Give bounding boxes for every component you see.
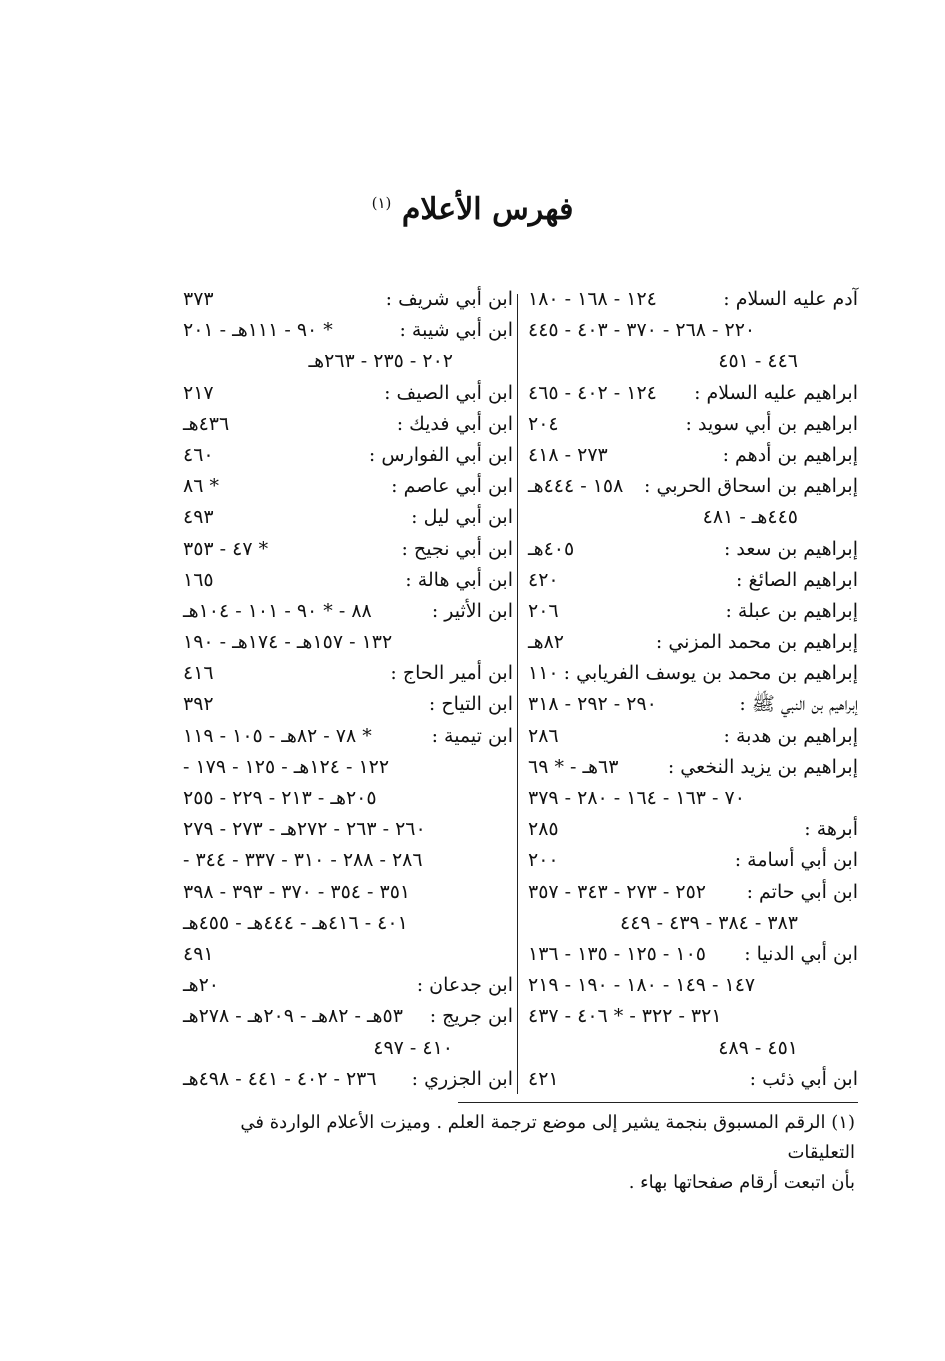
index-entry <box>183 689 513 720</box>
index-entry <box>183 440 513 471</box>
index-entry <box>528 440 858 471</box>
entry-name: إبراهيم بن محمد المزني : <box>655 631 858 654</box>
entry-pages: ٣٩٢ <box>183 693 214 716</box>
entry-name: ابن أبي شيبة : <box>399 319 513 342</box>
entry-pages: ٢١٧ <box>183 381 214 404</box>
entry-name: إبراهيم بن هدبة : <box>723 724 858 747</box>
index-entry <box>528 877 858 908</box>
entry-name: ابن أبي أسامة : <box>734 849 858 872</box>
entry-pages: ٣٢١ - ٣٢٢ - * ٤٠٦ - ٤٣٧ <box>528 1005 722 1028</box>
index-entry <box>528 596 858 627</box>
index-column-left <box>183 284 513 1095</box>
entry-pages: ٤٠١ - ٤١٦هـ - ٤٤٤هـ - ٤٥٥هـ <box>183 911 408 934</box>
entry-pages: ١٢٢ - ١٢٤هـ - ١٢٥ - ١٧٩ - <box>183 755 390 778</box>
entry-pages: ٤٥١ - ٤٨٩ <box>718 1036 798 1059</box>
index-entry <box>183 534 513 565</box>
entry-pages: ٢٥٢ - ٢٧٣ - ٣٤٣ - ٣٥٧ <box>528 880 706 903</box>
entry-pages: ٢٠هـ <box>183 974 220 997</box>
entry-pages: ٤٠٥هـ <box>528 537 575 560</box>
index-entry <box>183 346 513 377</box>
entry-pages: ٨٨ - * ٩٠ - ١٠١ - ١٠٤هـ <box>183 599 372 622</box>
entry-pages: ٥٣هـ - ٨٢هـ - ٢٠٩هـ - ٢٧٨هـ <box>183 1005 403 1028</box>
entry-name: ابن أبي ذئب : <box>749 1067 858 1090</box>
index-entry <box>183 814 513 845</box>
entry-pages: ٢٨٦ <box>528 724 559 747</box>
entry-name: ابن أبي ليل : <box>411 506 513 529</box>
entry-pages: ١٤٧ - ١٤٩ - ١٨٠ - ١٩٠ - ٢١٩ <box>528 974 756 997</box>
entry-name: ابن أمير الحاج : <box>390 662 513 685</box>
entry-pages: ٣٨٣ - ٣٨٤ - ٤٣٩ - ٤٤٩ <box>620 911 798 934</box>
entry-name: ابن أبي الدنيا : <box>744 942 858 965</box>
index-entry <box>183 378 513 409</box>
entry-name: ابن أبي هالة : <box>405 568 513 591</box>
index-entry <box>528 534 858 565</box>
entry-name: ابن أبي شريف : <box>385 288 513 310</box>
index-entry <box>183 315 513 346</box>
index-entry <box>183 502 513 533</box>
entry-pages: ٢٣٦ - ٤٠٢ - ٤٤١ - ٤٩٨هـ <box>183 1067 377 1090</box>
entry-pages: ٤١٠ - ٤٩٧ <box>373 1036 453 1059</box>
entry-pages: ٢٠٠ <box>528 849 559 872</box>
footnote <box>185 1108 855 1198</box>
index-entry <box>183 284 513 315</box>
index-entry <box>528 346 858 377</box>
entry-name: ابن أبي الصيف : <box>384 381 513 404</box>
entry-name: ابن التياح : <box>428 693 513 716</box>
entry-pages: ٣٥١ - ٣٥٤ - ٣٧٠ - ٣٩٣ - ٣٩٨ <box>183 880 411 903</box>
index-entry <box>183 877 513 908</box>
index-entry <box>183 1033 513 1064</box>
entry-pages: ٢٠٢ - ٢٣٥ - ٢٦٣هـ <box>308 350 453 373</box>
entry-pages: ٤١٦ <box>183 662 214 685</box>
index-entry <box>528 315 858 346</box>
entry-pages: ٨٢هـ <box>528 631 565 654</box>
title-text: فهرس الأعلام <box>401 192 574 227</box>
index-entry <box>183 1064 513 1095</box>
index-entry <box>528 845 858 876</box>
entry-pages: ٤٩١ <box>183 942 214 965</box>
index-entry <box>528 970 858 1001</box>
entry-pages: ٢٨٥ <box>528 818 559 841</box>
index-entry <box>528 502 858 533</box>
entry-name: إبراهيم بن النبي ﷺ : <box>739 693 858 716</box>
column-divider <box>517 294 518 1094</box>
entry-pages: ٢٦٠ - ٢٦٣ - ٢٧٢هـ - ٢٧٣ - ٢٧٩ <box>183 818 426 841</box>
entry-name: ابن أبي عاصم : <box>391 475 513 498</box>
entry-pages: * ٨٦ <box>183 475 219 498</box>
index-entry <box>528 752 858 783</box>
entry-pages: ٢٠٤ <box>528 412 559 435</box>
entry-pages: ٢٨٦ - ٢٨٨ - ٣١٠ - ٣٣٧ - ٣٤٤ - <box>183 849 423 872</box>
entry-pages: ٢٧٣ - ٤١٨ <box>528 443 608 466</box>
entry-name: ابن أبي نجيح : <box>401 537 513 560</box>
index-entry <box>528 1001 858 1032</box>
entry-name: ابن أبي فديك : <box>396 412 513 435</box>
entry-pages: * ٩٠ - ١١١هـ - ٢٠١ <box>183 319 333 342</box>
entry-pages: ٤٢١ <box>528 1067 559 1090</box>
entry-name: إبراهيم بن يزيد النخعي : <box>667 755 858 778</box>
index-entry <box>183 908 513 939</box>
entry-name: ابن أبي الفوارس : <box>368 443 513 466</box>
index-entry <box>528 908 858 939</box>
entry-pages: ٢٩٠ - ٢٩٢ - ٣١٨ <box>528 693 657 716</box>
footnote-line-2: بأن اتبعت أرقام صفحاتها بهاء . <box>628 1172 855 1193</box>
index-entry <box>528 565 858 596</box>
index-entry <box>183 939 513 970</box>
entry-name: أبرهة : <box>804 818 858 841</box>
entry-pages: ٤٦٠ <box>183 443 214 466</box>
index-entry <box>183 627 513 658</box>
index-entry <box>183 565 513 596</box>
index-entry <box>528 409 858 440</box>
index-column-right <box>528 284 858 1095</box>
entry-pages: * ٧٨ - ٨٢هـ - ١٠٥ - ١١٩ <box>183 724 372 747</box>
entry-name: ابن جريج : <box>429 1005 513 1028</box>
entry-name: إبراهيم بن اسحاق الحربي : <box>644 475 858 498</box>
index-entry <box>183 409 513 440</box>
index-entry <box>528 689 858 720</box>
entry-name: ابراهيم الصائغ : <box>736 568 858 591</box>
index-entry <box>183 596 513 627</box>
entry-pages: ٧٠ - ١٦٣ - ١٦٤ - ٢٨٠ - ٣٧٩ <box>528 787 745 809</box>
index-entry <box>183 783 513 814</box>
entry-pages: ١١٠ <box>528 662 559 685</box>
entry-name: ابن أبي حاتم : <box>746 880 858 903</box>
entry-name: آدم عليه السلام : <box>723 288 858 310</box>
index-entry <box>183 1001 513 1032</box>
entry-name: إبراهيم بن سعد : <box>723 537 858 560</box>
index-entry <box>528 721 858 752</box>
index-entry <box>528 284 858 315</box>
title-footnote-marker: (١) <box>371 194 392 212</box>
entry-name: ابراهيم عليه السلام : <box>694 381 858 404</box>
entry-name: إبراهيم بن محمد بن يوسف الفريابي : <box>563 662 858 685</box>
entry-name: إبراهيم بن أدهم : <box>722 443 858 466</box>
index-entry <box>183 845 513 876</box>
index-entry <box>183 658 513 689</box>
index-entry <box>528 378 858 409</box>
entry-pages: ٤٤٥هـ - ٤٨١ <box>702 506 798 529</box>
index-entry <box>183 752 513 783</box>
entry-pages: ١٣٢ - ١٥٧هـ - ١٧٤هـ - ١٩٠ <box>183 631 393 654</box>
entry-name: إبراهيم بن عبلة : <box>725 599 858 622</box>
index-entry <box>528 627 858 658</box>
entry-pages: ١٢٤ - ١٦٨ - ١٨٠ <box>528 288 657 310</box>
entry-pages: ١٥٨ - ٤٤٤هـ <box>528 475 624 498</box>
entry-pages: ١٦٥ <box>183 568 214 591</box>
entry-pages: ٢٢٠ - ٢٦٨ - ٣٧٠ - ٤٠٣ - ٤٤٥ <box>528 319 756 342</box>
page-title <box>0 192 945 227</box>
entry-pages: ٢٠٦ <box>528 599 559 622</box>
entry-pages: ١٢٤ - ٤٠٢ - ٤٦٥ <box>528 381 657 404</box>
index-entry <box>528 939 858 970</box>
entry-name: ابن الجزري : <box>411 1067 513 1090</box>
index-entry <box>528 1033 858 1064</box>
index-entry <box>528 814 858 845</box>
index-entry <box>528 471 858 502</box>
index-entry <box>183 471 513 502</box>
index-entry <box>528 783 858 814</box>
entry-name: ابن جدعان : <box>416 974 513 997</box>
entry-pages: ٤٤٦ - ٤٥١ <box>718 350 798 373</box>
entry-pages: ٤٢٠ <box>528 568 559 591</box>
footnote-rule <box>458 1102 858 1103</box>
entry-pages: ٦٣هـ - * ٦٩ <box>528 755 619 778</box>
entry-pages: ٤٩٣ <box>183 506 214 529</box>
index-entry <box>183 721 513 752</box>
footnote-line-1: (١) الرقم المسبوق بنجمة يشير إلى موضع ترجمة العلم . وميزت الأعلام الواردة في التعليقات <box>240 1112 855 1163</box>
entry-pages: ٣٧٣ <box>183 288 214 310</box>
entry-pages: ٢٠٥هـ - ٢١٣ - ٢٢٩ - ٢٥٥ <box>183 787 377 809</box>
entry-pages: ٤٣٦هـ <box>183 412 230 435</box>
index-entry <box>183 970 513 1001</box>
entry-name: ابراهيم بن أبي سويد : <box>685 412 858 435</box>
index-entry <box>528 1064 858 1095</box>
entry-pages: * ٤٧ - ٣٥٣ <box>183 537 269 560</box>
index-entry <box>528 658 858 689</box>
entry-pages: ١٠٥ - ١٢٥ - ١٣٥ - ١٣٦ <box>528 942 706 965</box>
entry-name: ابن تيمية : <box>431 724 513 747</box>
entry-name: ابن الأثير : <box>431 599 513 622</box>
